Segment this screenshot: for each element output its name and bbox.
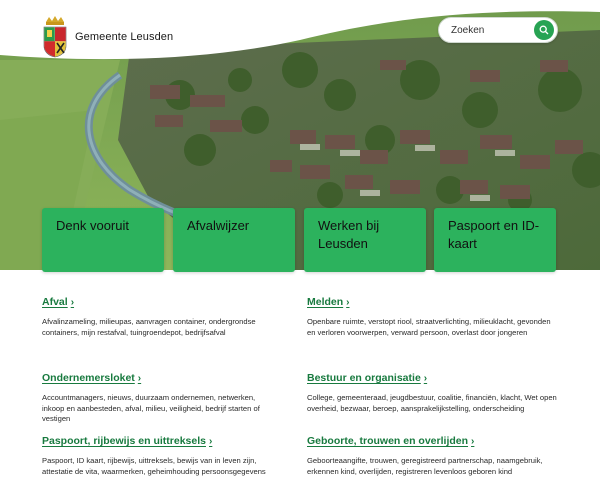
topic-afval: [42, 292, 270, 338]
topic-bestuur-organisatie: [307, 368, 557, 414]
topic-link[interactable]: [42, 435, 212, 447]
topic-description: Accountmanagers, nieuws, duurzaam ondernemen, netwerken, inkoop en aanbesteden, afval, milieu, veiligheid, bedrijf starten of vestigen: [42, 393, 260, 423]
chevron-right-icon: ›: [70, 296, 75, 308]
topic-description: College, gemeenteraad, jeugdbestuur, coalitie, financiën, klacht, Wet open overheid, bezwaar, beroep, aansprakelijkstelling, onderscheiding: [307, 393, 557, 413]
topic-link[interactable]: [307, 372, 427, 384]
search-box: [438, 17, 558, 43]
chevron-right-icon: ›: [423, 372, 428, 384]
tile-denk-vooruit[interactable]: Denk vooruit: [42, 208, 164, 272]
topic-title: Melden: [307, 296, 344, 308]
search-icon: [539, 25, 549, 35]
tile-paspoort-id-kaart[interactable]: Paspoort en ID-kaart: [434, 208, 556, 272]
topic-title: Geboorte, trouwen en overlijden: [307, 435, 469, 447]
search-input[interactable]: Zoeken: [451, 24, 485, 36]
tile-afvalwijzer[interactable]: Afvalwijzer: [173, 208, 295, 272]
topic-geboorte-trouwen-overlijden: [307, 431, 557, 477]
search-button[interactable]: [534, 20, 554, 40]
topic-link[interactable]: [42, 296, 74, 308]
topic-ondernemersloket: [42, 368, 270, 425]
quick-links: [42, 208, 556, 272]
topic-description: Geboorteaangifte, trouwen, geregistreerd partnerschap, naamgebruik, erkennen kind, overlijden, registreren levenloos geboren kind: [307, 456, 543, 476]
site-logo[interactable]: [42, 16, 173, 58]
topic-description: Afvalinzameling, milieupas, aanvragen container, ondergrondse containers, mijn restafval, tuingroendepot, bedrijfsafval: [42, 317, 256, 337]
topic-melden: [307, 292, 557, 338]
topic-link[interactable]: [307, 435, 474, 447]
chevron-right-icon: ›: [346, 296, 350, 308]
topic-description: Paspoort, ID kaart, rijbewijs, uittreksels, bewijs van in leven zijn, attestatie de vita, waarmerken, geheimhouding persoonsgegevens: [42, 456, 266, 476]
topic-title: Ondernemersloket: [42, 372, 135, 384]
topic-paspoort-rijbewijs: [42, 431, 270, 477]
chevron-right-icon: ›: [471, 435, 475, 447]
chevron-right-icon: ›: [208, 435, 213, 447]
topic-link[interactable]: [307, 296, 350, 308]
topic-title: Paspoort, rijbewijs en uittreksels: [42, 435, 206, 447]
chevron-right-icon: ›: [137, 372, 142, 384]
topic-title: Afval: [42, 296, 68, 308]
topic-description: Openbare ruimte, verstopt riool, straatverlichting, milieuklacht, gevonden en verloren voorwerpen, verward persoon, overlast door jongeren: [307, 317, 551, 337]
site-name: Gemeente Leusden: [75, 31, 174, 43]
coat-of-arms-icon: [42, 16, 68, 58]
tile-werken-bij-leusden[interactable]: Werken bij Leusden: [304, 208, 426, 272]
topic-link[interactable]: [42, 372, 141, 384]
topic-title: Bestuur en organisatie: [307, 372, 421, 384]
